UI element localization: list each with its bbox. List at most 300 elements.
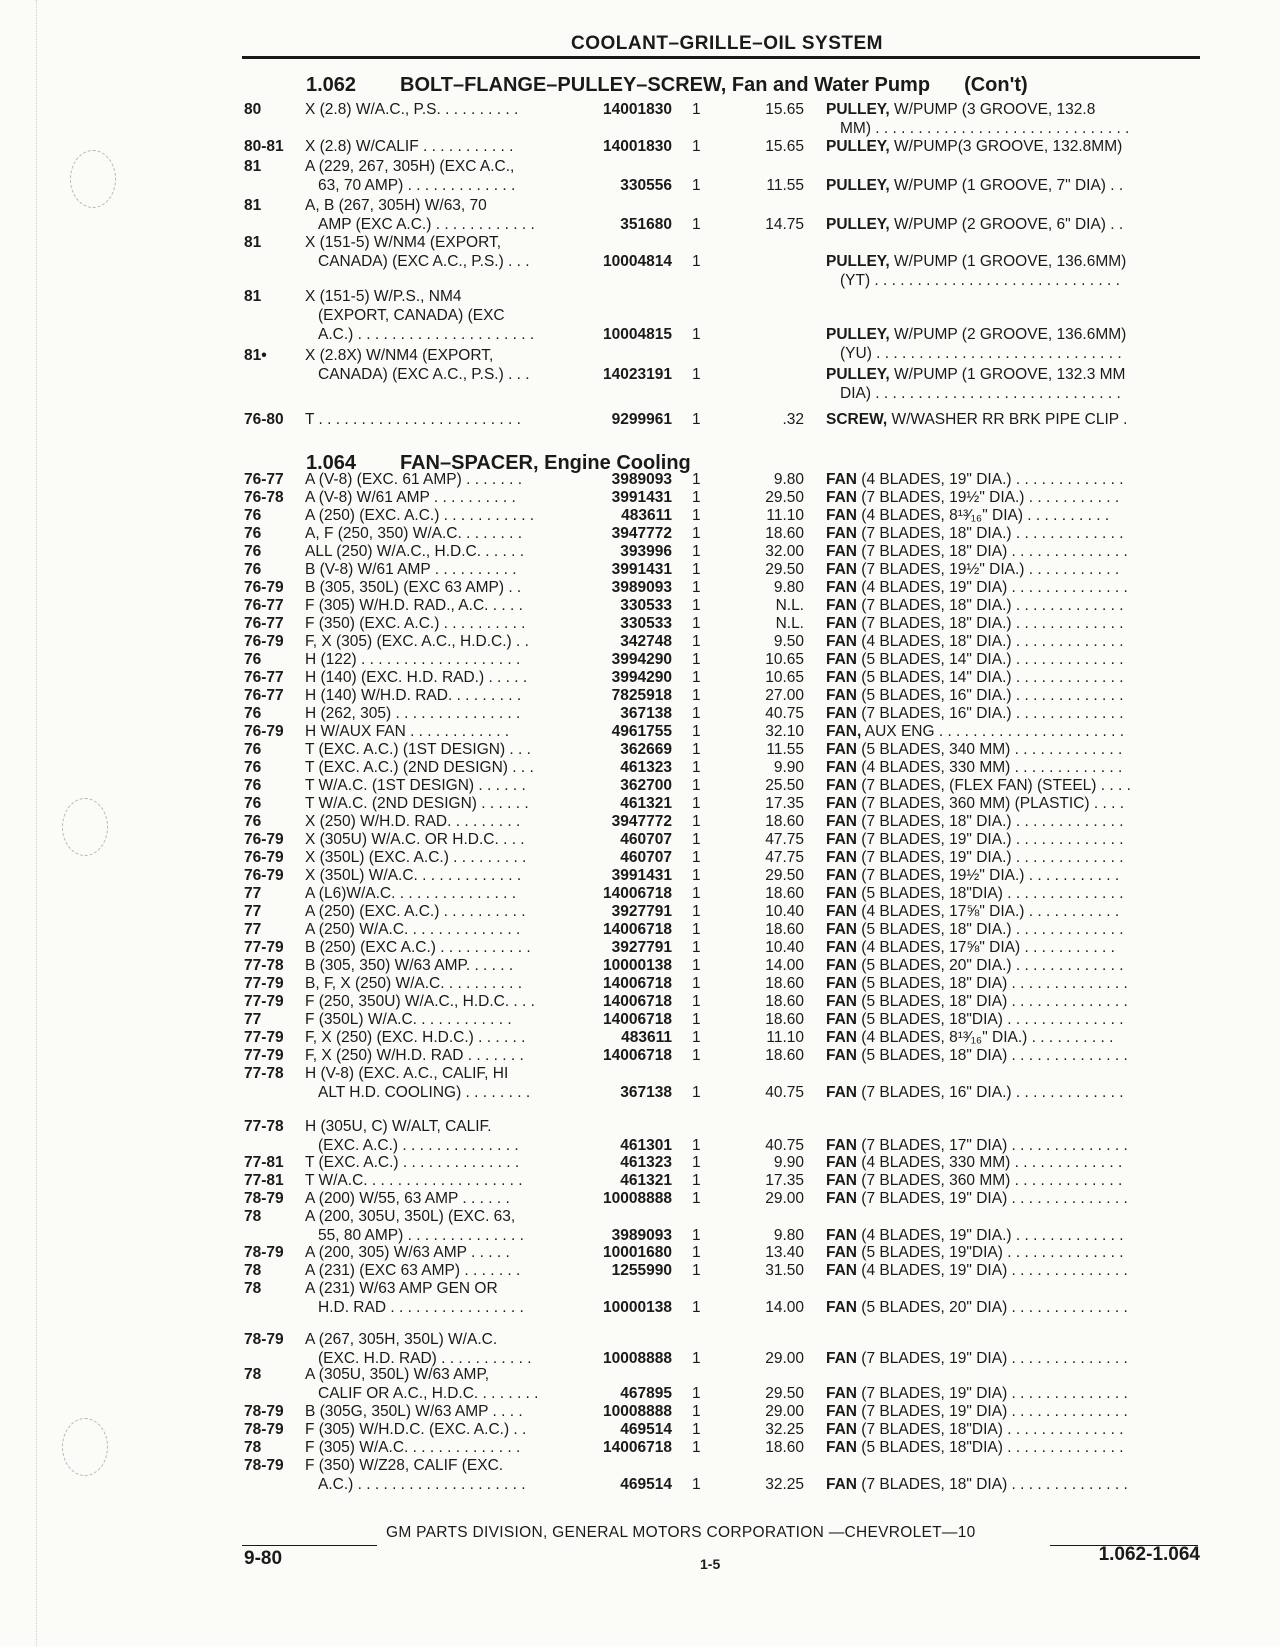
- application-line: A (231) W/63 AMP GEN OR: [305, 1280, 498, 1297]
- list-price: 10.65: [765, 669, 804, 686]
- quantity: 1: [692, 867, 701, 884]
- description: [826, 410, 1198, 429]
- description: [826, 938, 1198, 957]
- model-year: 76-78: [244, 489, 284, 506]
- description: [826, 1438, 1198, 1457]
- application-line: B (305G, 350L) W/63 AMP . . . .: [305, 1403, 523, 1420]
- quantity: 1: [692, 741, 701, 758]
- quantity: 1: [692, 849, 701, 866]
- part-detail: (4 BLADES, 18" DIA.) . . . . . . . . . . . . .: [857, 633, 1124, 650]
- part-name: FAN: [826, 1084, 857, 1101]
- list-price: 18.60: [765, 885, 804, 902]
- description-line: [826, 794, 1198, 813]
- part-number: 393996: [620, 543, 672, 560]
- part-name: PULLEY,: [826, 366, 890, 383]
- list-price: 29.50: [765, 561, 804, 578]
- list-price: 10.40: [765, 939, 804, 956]
- application: [305, 560, 570, 579]
- part-detail: (7 BLADES, 19" DIA) . . . . . . . . . . . . . .: [857, 1385, 1128, 1402]
- model-year: 76: [244, 777, 262, 794]
- application-line: H.D. RAD . . . . . . . . . . . . . . . .: [318, 1299, 524, 1316]
- description-line: [826, 974, 1198, 993]
- quantity: 1: [692, 177, 701, 194]
- list-price: 9.80: [773, 1227, 804, 1244]
- model-year: 81: [244, 288, 262, 305]
- part-number: 10004815: [603, 326, 672, 343]
- list-price: 32.25: [765, 1421, 804, 1438]
- application-line: A (250) W/A.C. . . . . . . . . . . . . .: [305, 921, 521, 938]
- part-name: FAN: [826, 759, 857, 776]
- list-price: 32.10: [765, 723, 804, 740]
- application: [305, 1153, 570, 1172]
- description-line: [826, 884, 1198, 903]
- part-detail: (5 BLADES, 18"DIA) . . . . . . . . . . . . . .: [857, 1439, 1124, 1456]
- model-year: 78: [244, 1208, 262, 1225]
- application-line: T . . . . . . . . . . . . . . . . . . . . . . . .: [305, 411, 521, 428]
- description-line: [826, 812, 1198, 831]
- application-line: A (V-8) W/61 AMP . . . . . . . . . .: [305, 489, 516, 506]
- part-name: FAN: [826, 993, 857, 1010]
- application-line: T (EXC. A.C.) (2ND DESIGN) . . .: [305, 759, 534, 776]
- list-price: 18.60: [765, 813, 804, 830]
- description-line: [826, 866, 1198, 885]
- application-line: F (305) W/H.D. RAD., A.C. . . . .: [305, 597, 523, 614]
- part-number: 10000138: [603, 957, 672, 974]
- section-title: FAN–SPACER, Engine Cooling: [400, 452, 691, 474]
- part-number: 330556: [620, 177, 672, 194]
- description-line: [826, 1083, 1198, 1102]
- description-line: [826, 542, 1198, 561]
- description: [826, 560, 1198, 579]
- quantity: 1: [692, 507, 701, 524]
- description-line: [826, 668, 1198, 687]
- application-line: B (305, 350L) (EXC 63 AMP) . .: [305, 579, 522, 596]
- description-line: [826, 1028, 1198, 1047]
- application: [305, 1189, 570, 1208]
- application: [305, 1028, 570, 1047]
- quantity: 1: [692, 1029, 701, 1046]
- list-price: 18.60: [765, 1439, 804, 1456]
- list-price: 18.60: [765, 1047, 804, 1064]
- part-name: FAN: [826, 1421, 857, 1438]
- application: [305, 1330, 570, 1368]
- list-price: N.L.: [775, 615, 804, 632]
- application-line: F, X (250) W/H.D. RAD . . . . . . .: [305, 1047, 524, 1064]
- application: [305, 1243, 570, 1262]
- part-name: FAN: [826, 885, 857, 902]
- quantity: 1: [692, 216, 701, 233]
- quantity: 1: [692, 993, 701, 1010]
- description: [826, 812, 1198, 831]
- description-line: [826, 1171, 1198, 1190]
- description: [826, 866, 1198, 885]
- part-detail: (5 BLADES, 18"DIA) . . . . . . . . . . . . . .: [857, 1011, 1124, 1028]
- application: [305, 884, 570, 903]
- description: [826, 1083, 1198, 1102]
- model-year: 81: [244, 197, 262, 214]
- list-price: 40.75: [765, 705, 804, 722]
- application-line: A (200) W/55, 63 AMP . . . . . .: [305, 1190, 510, 1207]
- description: [826, 1171, 1198, 1190]
- part-name: FAN: [826, 651, 857, 668]
- description: [826, 596, 1198, 615]
- model-year: 76-79: [244, 867, 284, 884]
- part-number: 14006718: [603, 885, 672, 902]
- application-line: (EXC. A.C.) . . . . . . . . . . . . . .: [318, 1137, 519, 1154]
- list-price: 11.55: [766, 177, 804, 194]
- description: [826, 1243, 1198, 1262]
- footer-date: 9-80: [244, 1548, 283, 1569]
- model-year: 81: [244, 234, 262, 251]
- application-line: B (305, 350) W/63 AMP. . . . . .: [305, 957, 514, 974]
- part-detail: (5 BLADES, 19"DIA) . . . . . . . . . . . . . .: [857, 1244, 1124, 1261]
- section-title: BOLT–FLANGE–PULLEY–SCREW, Fan and Water Pump: [400, 74, 931, 96]
- part-number: 1255990: [611, 1262, 672, 1279]
- part-number: 10004814: [603, 253, 672, 270]
- part-detail: (7 BLADES, 19½" DIA.) . . . . . . . . . . .: [857, 489, 1120, 506]
- list-price: 17.35: [765, 1172, 804, 1189]
- part-number: 10000138: [603, 1299, 672, 1316]
- part-name: FAN: [826, 525, 857, 542]
- part-detail: (4 BLADES, 19" DIA) . . . . . . . . . . . . . .: [857, 579, 1128, 596]
- application-line: B, F, X (250) W/A.C. . . . . . . . . .: [305, 975, 523, 992]
- part-detail: AUX ENG . . . . . . . . . . . . . . . . . . . . . .: [861, 723, 1125, 740]
- description-line: [826, 1046, 1198, 1065]
- part-name: FAN: [826, 543, 857, 560]
- application-line: H W/AUX FAN . . . . . . . . . . . .: [305, 723, 510, 740]
- part-name: FAN: [826, 1190, 857, 1207]
- model-year: 80-81: [244, 138, 284, 155]
- list-price: N.L.: [775, 597, 804, 614]
- part-number: 367138: [620, 705, 672, 722]
- description: [826, 1028, 1198, 1047]
- application-line: X (350L) (EXC. A.C.) . . . . . . . . .: [305, 849, 527, 866]
- application-line: F, X (250) (EXC. H.D.C.) . . . . . .: [305, 1029, 526, 1046]
- description-line: [826, 1189, 1198, 1208]
- list-price: 14.00: [765, 957, 804, 974]
- part-detail: (5 BLADES, 340 MM) . . . . . . . . . . . . .: [857, 741, 1123, 758]
- part-name: FAN: [826, 957, 857, 974]
- part-detail: W/PUMP (1 GROOVE, 136.6MM): [889, 253, 1127, 270]
- quantity: 1: [692, 1299, 701, 1316]
- model-year: 77: [244, 921, 262, 938]
- quantity: 1: [692, 1476, 701, 1493]
- model-year: 78: [244, 1366, 262, 1383]
- application: [305, 233, 570, 271]
- quantity: 1: [692, 777, 701, 794]
- application: [305, 157, 570, 195]
- application-line: (EXPORT, CANADA) (EXC: [318, 307, 505, 324]
- part-detail: (7 BLADES, 19" DIA) . . . . . . . . . . . . . .: [857, 1350, 1128, 1367]
- application-line: CANADA) (EXC A.C., P.S.) . . .: [318, 366, 530, 383]
- application: [305, 1456, 570, 1494]
- model-year: 77-79: [244, 993, 284, 1010]
- model-year: 76: [244, 561, 262, 578]
- description-line: [826, 956, 1198, 975]
- application-line: T (EXC. A.C.) (1ST DESIGN) . . .: [305, 741, 531, 758]
- application: [305, 866, 570, 885]
- description: [826, 470, 1198, 489]
- part-detail: (7 BLADES, 19½" DIA.) . . . . . . . . . . .: [857, 561, 1120, 578]
- quantity: 1: [692, 687, 701, 704]
- section-number: 1.062: [306, 74, 357, 96]
- description-line: [826, 560, 1198, 579]
- application: [305, 488, 570, 507]
- model-year: 78: [244, 1439, 262, 1456]
- part-detail: (4 BLADES, 19" DIA.) . . . . . . . . . . . . .: [857, 471, 1124, 488]
- description: [826, 506, 1198, 525]
- application-line: A, B (267, 305H) W/63, 70: [305, 197, 487, 214]
- part-detail: (7 BLADES, 19" DIA.) . . . . . . . . . . . . .: [857, 831, 1124, 848]
- model-year: 76-77: [244, 615, 284, 632]
- part-number: 3927791: [611, 939, 672, 956]
- part-detail: (7 BLADES, 360 MM) (PLASTIC) . . . .: [857, 795, 1125, 812]
- application: [305, 902, 570, 921]
- quantity: 1: [692, 939, 701, 956]
- application-line: X (2.8) W/CALIF . . . . . . . . . . .: [305, 138, 514, 155]
- part-name: FAN: [826, 849, 857, 866]
- application-line: A (200, 305U, 350L) (EXC. 63,: [305, 1208, 516, 1225]
- part-number: 3994290: [611, 669, 672, 686]
- list-price: 40.75: [765, 1084, 804, 1101]
- description: [826, 704, 1198, 723]
- part-detail: (4 BLADES, 19" DIA.) . . . . . . . . . . . . .: [857, 1227, 1124, 1244]
- list-price: 18.60: [765, 975, 804, 992]
- header-rule: [242, 56, 1200, 59]
- list-price: 18.60: [765, 921, 804, 938]
- part-number: 3927791: [611, 903, 672, 920]
- part-name: FAN: [826, 687, 857, 704]
- application-line: ALT H.D. COOLING) . . . . . . . .: [318, 1084, 531, 1101]
- model-year: 76-77: [244, 597, 284, 614]
- application-line: X (2.8X) W/NM4 (EXPORT,: [305, 347, 494, 364]
- list-price: 29.00: [765, 1190, 804, 1207]
- description: [826, 176, 1198, 195]
- description-line: [826, 722, 1198, 741]
- quantity: 1: [692, 366, 701, 383]
- model-year: 76-77: [244, 471, 284, 488]
- part-number: 460707: [620, 831, 672, 848]
- quantity: 1: [692, 1084, 701, 1101]
- description: [826, 974, 1198, 993]
- description-line: [826, 686, 1198, 705]
- application: [305, 794, 570, 813]
- application: [305, 524, 570, 543]
- description-line: [826, 365, 1198, 384]
- model-year: 78-79: [244, 1403, 284, 1420]
- footer-section-range: 1.062-1.064: [1098, 1544, 1200, 1565]
- list-price: 11.10: [766, 1029, 804, 1046]
- quantity: 1: [692, 1154, 701, 1171]
- model-year: 76-77: [244, 687, 284, 704]
- part-name: FAN: [826, 741, 857, 758]
- list-price: 32.00: [765, 543, 804, 560]
- margin-line: [36, 0, 37, 1646]
- quantity: 1: [692, 723, 701, 740]
- description-line: DIA) . . . . . . . . . . . . . . . . . . . . . . . . . . . . .: [840, 385, 1121, 402]
- description-line: [826, 992, 1198, 1011]
- application: [305, 956, 570, 975]
- application: [305, 758, 570, 777]
- part-name: FAN: [826, 1244, 857, 1261]
- model-year: 76: [244, 813, 262, 830]
- part-name: FAN: [826, 1299, 857, 1316]
- quantity: 1: [692, 1137, 701, 1154]
- list-price: 25.50: [765, 777, 804, 794]
- quantity: 1: [692, 831, 701, 848]
- quantity: 1: [692, 253, 701, 270]
- list-price: 32.25: [765, 1476, 804, 1493]
- description-line: [826, 137, 1198, 156]
- quantity: 1: [692, 669, 701, 686]
- description: [826, 1420, 1198, 1439]
- description-line: [826, 920, 1198, 939]
- application-line: A.C.) . . . . . . . . . . . . . . . . . . . . .: [318, 326, 535, 343]
- model-year: 78-79: [244, 1331, 284, 1348]
- application-line: X (250) W/H.D. RAD. . . . . . . . .: [305, 813, 521, 830]
- list-price: .32: [782, 411, 804, 428]
- description-line: [826, 1420, 1198, 1439]
- model-year: 77: [244, 903, 262, 920]
- part-detail: (5 BLADES, 18" DIA.) . . . . . . . . . . . . .: [857, 921, 1124, 938]
- part-number: 14006718: [603, 1439, 672, 1456]
- application: [305, 287, 570, 344]
- part-number: 14001830: [603, 138, 672, 155]
- application-line: 55, 80 AMP) . . . . . . . . . . . . . .: [318, 1227, 524, 1244]
- application-line: X (305U) W/A.C. OR H.D.C. . . .: [305, 831, 525, 848]
- part-number: 367138: [620, 1084, 672, 1101]
- model-year: 77-78: [244, 957, 284, 974]
- quantity: 1: [692, 1262, 701, 1279]
- part-name: FAN: [826, 1011, 857, 1028]
- application-line: H (140) W/H.D. RAD. . . . . . . . .: [305, 687, 522, 704]
- description: [826, 1298, 1198, 1317]
- description-line: (YU) . . . . . . . . . . . . . . . . . . . . . . . . . . . . .: [840, 345, 1122, 362]
- model-year: 76: [244, 651, 262, 668]
- part-detail: (5 BLADES, 14" DIA.) . . . . . . . . . . . . .: [857, 669, 1124, 686]
- part-name: FAN: [826, 1227, 857, 1244]
- quantity: 1: [692, 1385, 701, 1402]
- application-line: A (229, 267, 305H) (EXC A.C.,: [305, 158, 515, 175]
- model-year: 77-79: [244, 939, 284, 956]
- description: [826, 884, 1198, 903]
- part-detail: (7 BLADES, 16" DIA.) . . . . . . . . . . . . .: [857, 1084, 1124, 1101]
- description-line: [826, 740, 1198, 759]
- description-line: [826, 758, 1198, 777]
- description: [826, 1153, 1198, 1172]
- description-line: [826, 410, 1198, 429]
- model-year: 77: [244, 885, 262, 902]
- description: [826, 137, 1198, 156]
- part-number: 3994290: [611, 651, 672, 668]
- application-line: X (151-5) W/P.S., NM4: [305, 288, 462, 305]
- quantity: 1: [692, 1244, 701, 1261]
- quantity: 1: [692, 543, 701, 560]
- description: [826, 920, 1198, 939]
- description: [826, 758, 1198, 777]
- part-detail: (7 BLADES, 16" DIA.) . . . . . . . . . . . . .: [857, 705, 1124, 722]
- footer-publisher: GM PARTS DIVISION, GENERAL MOTORS CORPORATION —CHEVROLET—10: [386, 1524, 976, 1541]
- list-price: 29.50: [765, 867, 804, 884]
- description-line: [826, 902, 1198, 921]
- part-name: PULLEY,: [826, 253, 890, 270]
- part-number: 14006718: [603, 975, 672, 992]
- part-detail: (5 BLADES, 18" DIA) . . . . . . . . . . . . . .: [857, 975, 1128, 992]
- description: [826, 1384, 1198, 1403]
- description: [826, 1402, 1198, 1421]
- part-number: 14006718: [603, 993, 672, 1010]
- application-line: CALIF OR A.C., H.D.C. . . . . . . .: [318, 1385, 539, 1402]
- quantity: 1: [692, 1403, 701, 1420]
- part-number: 467895: [620, 1385, 672, 1402]
- description: [826, 542, 1198, 561]
- model-year: 76-77: [244, 669, 284, 686]
- list-price: 29.50: [765, 489, 804, 506]
- part-name: FAN: [826, 903, 857, 920]
- application: [305, 650, 570, 669]
- application-line: A (267, 305H, 350L) W/A.C.: [305, 1331, 498, 1348]
- part-name: FAN: [826, 597, 857, 614]
- application-line: ALL (250) W/A.C., H.D.C. . . . . .: [305, 543, 525, 560]
- part-detail: (4 BLADES, 17⅝" DIA) . . . . . . . . . . .: [857, 939, 1115, 956]
- application-line: F (250, 350U) W/A.C., H.D.C. . . .: [305, 993, 535, 1010]
- application: [305, 1171, 570, 1190]
- application: [305, 722, 570, 741]
- part-number: 14001830: [603, 101, 672, 118]
- quantity: 1: [692, 921, 701, 938]
- application-line: H (122) . . . . . . . . . . . . . . . . . . .: [305, 651, 521, 668]
- quantity: 1: [692, 615, 701, 632]
- quantity: 1: [692, 1172, 701, 1189]
- quantity: 1: [692, 525, 701, 542]
- description-line: [826, 1261, 1198, 1280]
- application: [305, 830, 570, 849]
- part-name: PULLEY,: [826, 216, 890, 233]
- part-name: FAN: [826, 795, 857, 812]
- application: [305, 137, 570, 156]
- quantity: 1: [692, 101, 701, 118]
- punch-hole: [70, 150, 116, 208]
- part-name: FAN: [826, 813, 857, 830]
- list-price: 29.00: [765, 1403, 804, 1420]
- quantity: 1: [692, 579, 701, 596]
- part-number: 469514: [620, 1476, 672, 1493]
- quantity: 1: [692, 561, 701, 578]
- description-line: [826, 252, 1198, 271]
- description: [826, 215, 1198, 234]
- application: [305, 632, 570, 651]
- quantity: 1: [692, 597, 701, 614]
- part-number: 483611: [621, 1029, 672, 1046]
- description-line: [826, 325, 1198, 344]
- section-heading: [306, 74, 1028, 97]
- application-line: AMP (EXC A.C.) . . . . . . . . . . . .: [318, 216, 535, 233]
- application: [305, 596, 570, 615]
- model-year: 78: [244, 1280, 262, 1297]
- application: [305, 848, 570, 867]
- model-year: 77-79: [244, 1047, 284, 1064]
- list-price: 47.75: [765, 831, 804, 848]
- model-year: 78-79: [244, 1457, 284, 1474]
- part-detail: (4 BLADES, 19" DIA) . . . . . . . . . . . . . .: [857, 1262, 1128, 1279]
- quantity: 1: [692, 471, 701, 488]
- application: [305, 506, 570, 525]
- part-number: 10008888: [603, 1403, 672, 1420]
- description-line: [826, 1384, 1198, 1403]
- description: [826, 488, 1198, 507]
- model-year: 76-80: [244, 411, 284, 428]
- description-line: [826, 1243, 1198, 1262]
